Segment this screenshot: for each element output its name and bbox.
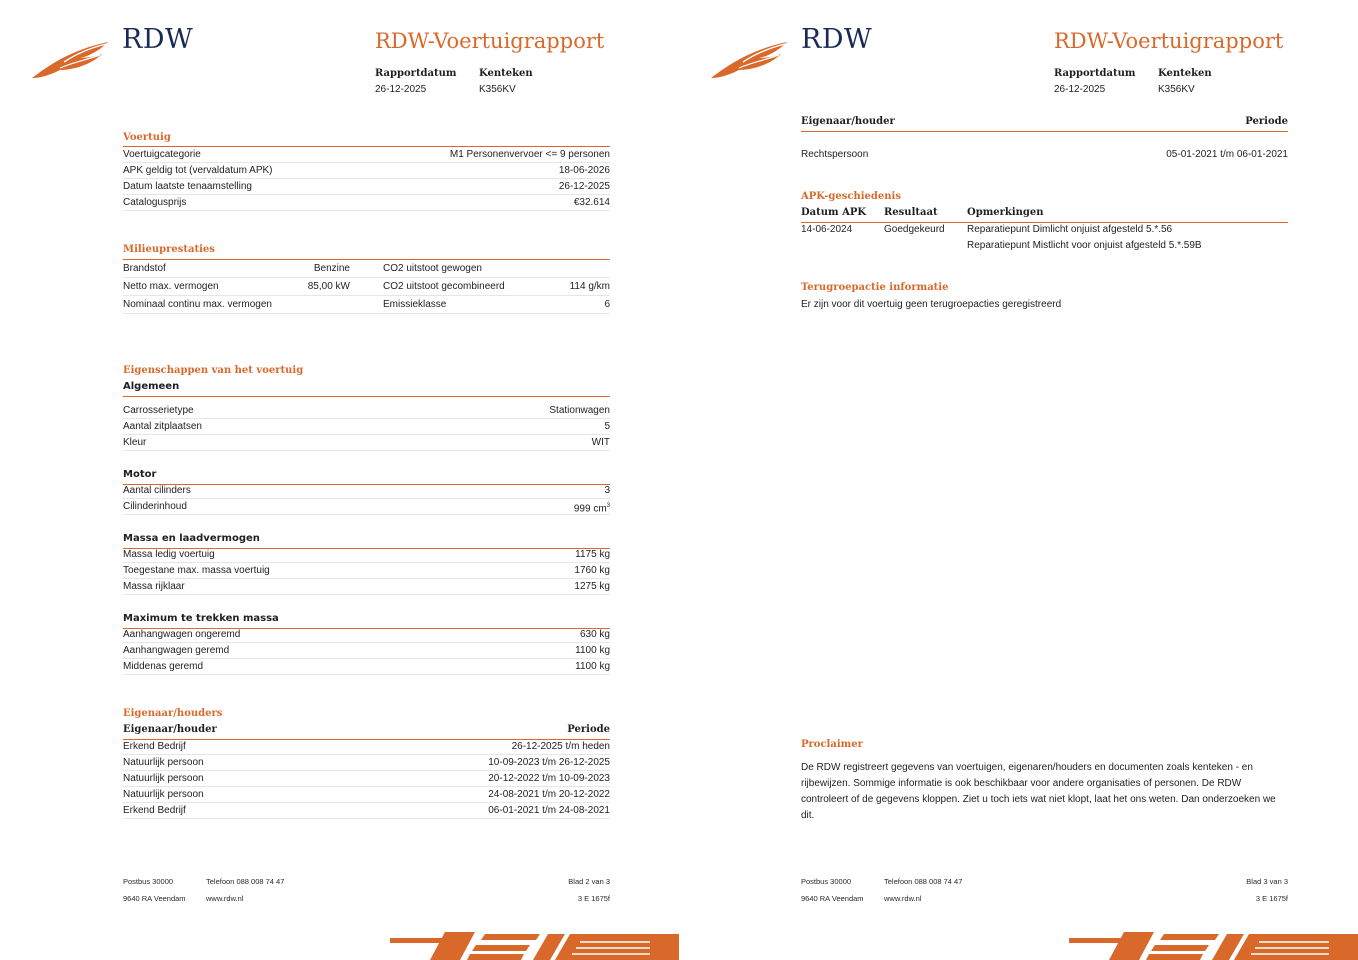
report-title: RDW-Voertuigrapport [375, 29, 605, 53]
section-title-terugroep: Terugroepactie informatie [801, 282, 949, 293]
subsection-massa: Massa en laadvermogen [123, 533, 610, 549]
footer-phone: Telefoon 088 008 74 47 [884, 877, 963, 886]
rapportdatum-label: Rapportdatum [1054, 68, 1136, 79]
rdw-stripes-icon [390, 930, 679, 960]
footer-page-number: Blad 3 van 3 [1246, 877, 1288, 886]
rapportdatum-value: 26-12-2025 [1054, 84, 1106, 95]
table-row: Cilinderinhoud 999 $cm^3$ [123, 501, 610, 515]
table-row: Toegestane max. massa voertuig 1760 kg [123, 563, 610, 579]
rdw-stripes-icon [1069, 930, 1358, 960]
table-row: Natuurlijk persoon 10-09-2023 t/m 26-12-2025 [123, 755, 610, 771]
table-row: Massa rijklaar 1275 kg [123, 579, 610, 595]
kenteken-value: K356KV [1158, 84, 1195, 95]
subsection-motor: Motor [123, 469, 610, 485]
footer-code: 3 E 1675f [1255, 894, 1288, 903]
table-row: Natuurlijk persoon 20-12-2022 t/m 10-09-2023 [123, 771, 610, 787]
table-row: Natuurlijk persoon 24-08-2021 t/m 20-12-2022 [123, 787, 610, 803]
kenteken-label: Kenteken [1158, 68, 1212, 79]
footer-web: www.rdw.nl [884, 894, 922, 903]
proclaimer-text: De RDW registreert gegevens van voertuigen, eigenaren/houders en documenten zoals kenteken - en rijbewijzen. Sommige informatie is ook beschikbaar voor andere organisaties of personen. De RDW controleert of de gegevens kloppen. Ziet u toch iets wat niet klopt, laat het ons weten. Dan onderzoeken we dit. [801, 762, 1276, 821]
apk-remark: Reparatiepunt Mistlicht voor onjuist afgesteld 5.*.59B [967, 240, 1202, 251]
rdw-logo-text: RDW [122, 24, 194, 55]
table-row: Aanhangwagen ongeremd 630 kg [123, 627, 610, 643]
kenteken-value: K356KV [479, 84, 516, 95]
table-row: Erkend Bedrijf 06-01-2021 t/m 24-08-2021 [123, 803, 610, 819]
rapportdatum-value: 26-12-2025 [375, 84, 427, 95]
table-row: Aantal zitplaatsen 5 [123, 419, 610, 435]
kenteken-label: Kenteken [479, 68, 533, 79]
footer-postbus: Postbus 30000 [801, 877, 852, 886]
table-row: Nominaal continu max. vermogen Emissieklasse 6 [123, 296, 610, 314]
apk-remark: Reparatiepunt Dimlicht onjuist afgesteld 5.*.56 [967, 224, 1173, 235]
table-row: Erkend Bedrijf 26-12-2025 t/m heden [123, 739, 610, 755]
column-header-periode: Periode [1245, 116, 1288, 127]
section-title-milieu: Milieuprestaties [123, 244, 215, 255]
eigenaren-header [123, 724, 610, 740]
column-header-periode: Periode [567, 724, 610, 735]
table-row: Datum laatste tenaamstelling 26-12-2025 [123, 179, 610, 195]
column-header-eigenaar: Eigenaar/houder [801, 116, 895, 127]
footer-address: 9640 RA Veendam [123, 894, 186, 903]
subsection-algemeen: Algemeen [123, 381, 610, 397]
column-header-datum: Datum APK [801, 207, 867, 218]
apk-result: Goedgekeurd [884, 224, 945, 235]
column-header-opmerkingen: Opmerkingen [967, 207, 1044, 218]
table-row: Kleur WIT [123, 435, 610, 451]
section-title-eigenschappen: Eigenschappen van het voertuig [123, 365, 304, 376]
eigenaar-periode: 05-01-2021 t/m 06-01-2021 [1166, 149, 1288, 160]
footer-web: www.rdw.nl [206, 894, 244, 903]
rapportdatum-label: Rapportdatum [375, 68, 457, 79]
table-row: Catalogusprijs €32.614 [123, 195, 610, 211]
apk-header [801, 207, 1288, 223]
footer-address: 9640 RA Veendam [801, 894, 864, 903]
report-title: RDW-Voertuigrapport [1054, 29, 1284, 53]
eigenaar-header [801, 116, 1288, 132]
table-row: Aantal cilinders 3 [123, 483, 610, 499]
rdw-wing-icon [30, 38, 112, 82]
section-title-eigenaren: Eigenaar/houders [123, 708, 223, 719]
apk-date: 14-06-2024 [801, 224, 853, 235]
report-page-3 [679, 0, 1358, 960]
section-title-voertuig: Voertuig [123, 132, 171, 143]
subsection-trekken: Maximum te trekken massa [123, 613, 610, 629]
table-row: APK geldig tot (vervaldatum APK) 18-06-2026 [123, 163, 610, 179]
table-row: Middenas geremd 1100 kg [123, 659, 610, 675]
table-row: Carrosserietype Stationwagen [123, 403, 610, 419]
table-row: Netto max. vermogen 85,00 kW CO2 uitstoot gecombineerd 114 g/km [123, 278, 610, 296]
table-row: Aanhangwagen geremd 1100 kg [123, 643, 610, 659]
rdw-wing-icon [709, 38, 791, 82]
column-header-resultaat: Resultaat [884, 207, 938, 218]
table-row: Massa ledig voertuig 1175 kg [123, 547, 610, 563]
footer-postbus: Postbus 30000 [123, 877, 174, 886]
section-title-apk: APK-geschiedenis [801, 191, 901, 202]
rdw-logo-text: RDW [801, 24, 873, 55]
terugroep-text: Er zijn voor dit voertuig geen terugroepacties geregistreerd [801, 299, 1062, 310]
footer-phone: Telefoon 088 008 74 47 [206, 877, 285, 886]
eigenaar-type: Rechtspersoon [801, 149, 869, 160]
table-row: Voertuigcategorie M1 Personenvervoer <= 9 personen [123, 146, 610, 163]
footer-code: 3 E 1675f [577, 894, 610, 903]
column-header-eigenaar: Eigenaar/houder [123, 724, 217, 735]
section-title-proclaimer: Proclaimer [801, 739, 863, 750]
footer-page-number: Blad 2 van 3 [568, 877, 610, 886]
table-row: Brandstof Benzine CO2 uitstoot gewogen [123, 260, 610, 278]
